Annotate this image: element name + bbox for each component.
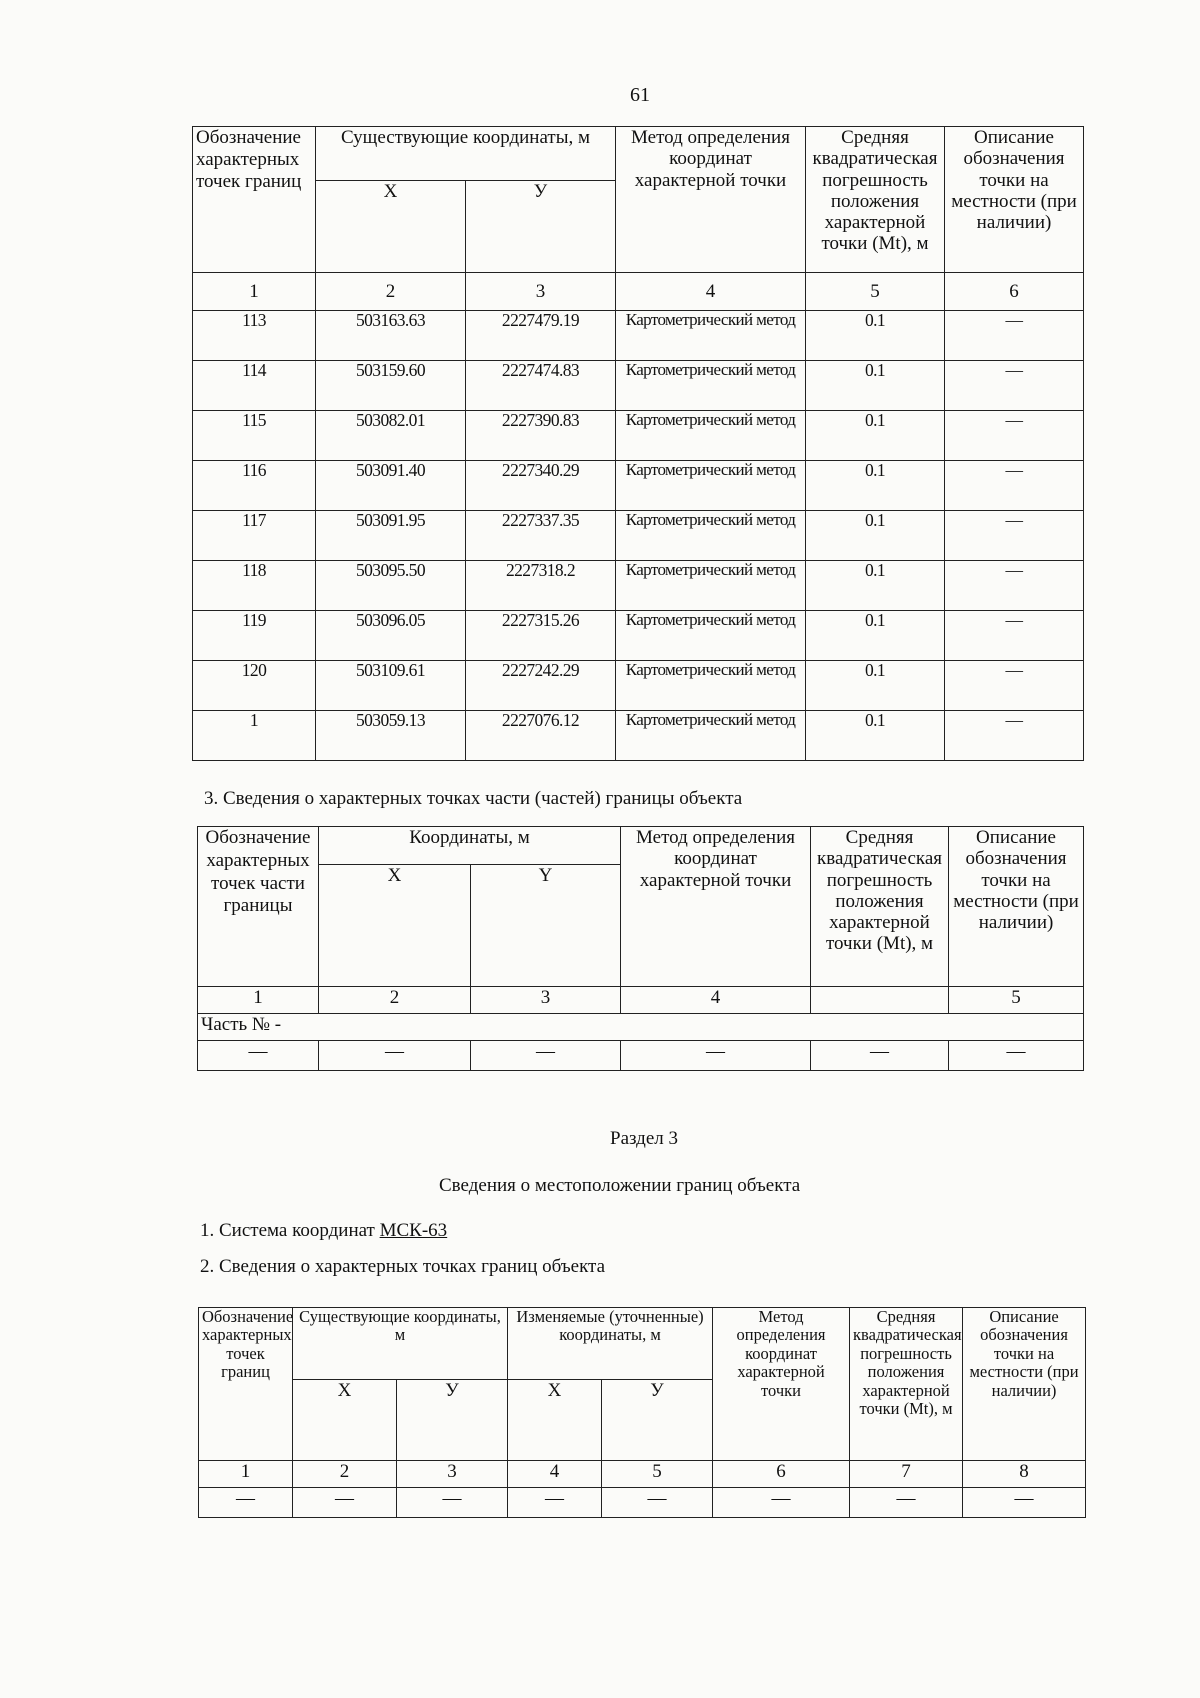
coord-system-label: 1. Система координат bbox=[200, 1220, 375, 1241]
point-id: 119 bbox=[193, 611, 316, 661]
description: — bbox=[945, 611, 1084, 661]
coord-y: 2227337.35 bbox=[466, 511, 616, 561]
col-number: 6 bbox=[713, 1461, 850, 1488]
header-changed: Изменяемые (уточненные) координаты, м bbox=[508, 1308, 713, 1380]
col-number: 3 bbox=[466, 273, 616, 311]
col-number: 1 bbox=[198, 987, 319, 1014]
mt: 0.1 bbox=[806, 461, 945, 511]
header-error: Средняя квадратическая погрешность положения характерной точки (Mt), м bbox=[806, 127, 945, 273]
method: Картометрический метод bbox=[616, 461, 806, 511]
point-id: 120 bbox=[193, 661, 316, 711]
coord-y: 2227479.19 bbox=[466, 311, 616, 361]
col-number: 3 bbox=[471, 987, 621, 1014]
header-coords: Координаты, м bbox=[319, 827, 621, 865]
mt: 0.1 bbox=[806, 411, 945, 461]
col-number: 6 bbox=[945, 273, 1084, 311]
col-number: 4 bbox=[616, 273, 806, 311]
table-row bbox=[193, 661, 1084, 711]
col-number: 5 bbox=[602, 1461, 713, 1488]
table-row bbox=[193, 511, 1084, 561]
section-heading: 2. Сведения о характерных точках границ объекта bbox=[200, 1256, 606, 1277]
method: Картометрический метод bbox=[616, 361, 806, 411]
page-number: 61 bbox=[630, 84, 650, 106]
coord-x: 503109.61 bbox=[316, 661, 466, 711]
header-error: Средняя квадратическая погрешность положения характерной точки (Mt), м bbox=[811, 827, 949, 987]
mt: 0.1 bbox=[806, 661, 945, 711]
coord-x: 503096.05 bbox=[316, 611, 466, 661]
point-id: 118 bbox=[193, 561, 316, 611]
col-number: 7 bbox=[850, 1461, 963, 1488]
col-number: 2 bbox=[293, 1461, 397, 1488]
dash-cell: — bbox=[602, 1488, 713, 1518]
point-id: 115 bbox=[193, 411, 316, 461]
col-number bbox=[811, 987, 949, 1014]
method: Картометрический метод bbox=[616, 561, 806, 611]
col-number: 8 bbox=[963, 1461, 1086, 1488]
header-y: У bbox=[397, 1380, 508, 1461]
dash-cell: — bbox=[471, 1041, 621, 1071]
description: — bbox=[945, 411, 1084, 461]
description: — bbox=[945, 711, 1084, 761]
coord-x: 503091.95 bbox=[316, 511, 466, 561]
method: Картометрический метод bbox=[616, 311, 806, 361]
header-description: Описание обозначения точки на местности (при наличии) bbox=[949, 827, 1084, 987]
description: — bbox=[945, 511, 1084, 561]
col-number: 3 bbox=[397, 1461, 508, 1488]
point-id: 114 bbox=[193, 361, 316, 411]
col-number: 1 bbox=[199, 1461, 293, 1488]
header-method: Метод определения координат характерной точки bbox=[621, 827, 811, 987]
header-point: Обозначение характерных точек границ bbox=[193, 127, 316, 273]
col-number: 1 bbox=[193, 273, 316, 311]
col-number: 2 bbox=[319, 987, 471, 1014]
point-id: 117 bbox=[193, 511, 316, 561]
description: — bbox=[945, 561, 1084, 611]
header-y: У bbox=[466, 181, 616, 273]
col-number: 2 bbox=[316, 273, 466, 311]
coord-x: 503091.40 bbox=[316, 461, 466, 511]
mt: 0.1 bbox=[806, 361, 945, 411]
header-x: Х bbox=[316, 181, 466, 273]
header-y: У bbox=[602, 1380, 713, 1461]
coord-system bbox=[200, 1220, 447, 1242]
dash-cell: — bbox=[713, 1488, 850, 1518]
part-points-table bbox=[197, 826, 1084, 1071]
table-row bbox=[193, 311, 1084, 361]
coord-x: 503163.63 bbox=[316, 311, 466, 361]
coord-x: 503082.01 bbox=[316, 411, 466, 461]
section-heading: 3. Сведения о характерных точках части (частей) границы объекта bbox=[204, 788, 743, 809]
header-method: Метод определения координат характерной точки bbox=[713, 1308, 850, 1461]
header-existing: Существующие координаты, м bbox=[316, 127, 616, 181]
header-x: X bbox=[319, 865, 471, 987]
header-point: Обозначение характерных точек части границы bbox=[198, 827, 319, 987]
coord-y: 2227315.26 bbox=[466, 611, 616, 661]
header-x: Х bbox=[293, 1380, 397, 1461]
header-y: Y bbox=[471, 865, 621, 987]
header-method: Метод определения координат характерной точки bbox=[616, 127, 806, 273]
description: — bbox=[945, 461, 1084, 511]
mt: 0.1 bbox=[806, 311, 945, 361]
dash-cell: — bbox=[811, 1041, 949, 1071]
table-row bbox=[198, 1041, 1084, 1071]
table-row bbox=[193, 611, 1084, 661]
method: Картометрический метод bbox=[616, 511, 806, 561]
dash-cell: — bbox=[963, 1488, 1086, 1518]
table-row bbox=[199, 1488, 1086, 1518]
dash-cell: — bbox=[850, 1488, 963, 1518]
coord-x: 503095.50 bbox=[316, 561, 466, 611]
razdel-subtitle: Сведения о местоположении границ объекта bbox=[439, 1175, 801, 1196]
method: Картометрический метод bbox=[616, 711, 806, 761]
point-id: 113 bbox=[193, 311, 316, 361]
header-existing: Существующие координаты, м bbox=[293, 1308, 508, 1380]
table-row bbox=[193, 711, 1084, 761]
boundary-points-table bbox=[192, 126, 1084, 761]
dash-cell: — bbox=[198, 1041, 319, 1071]
coord-y: 2227318.2 bbox=[466, 561, 616, 611]
mt: 0.1 bbox=[806, 611, 945, 661]
table-row bbox=[193, 461, 1084, 511]
coord-y: 2227474.83 bbox=[466, 361, 616, 411]
dash-cell: — bbox=[949, 1041, 1084, 1071]
col-number: 4 bbox=[508, 1461, 602, 1488]
coord-y: 2227242.29 bbox=[466, 661, 616, 711]
dash-cell: — bbox=[199, 1488, 293, 1518]
method: Картометрический метод bbox=[616, 411, 806, 461]
header-description: Описание обозначения точки на местности (при наличии) bbox=[963, 1308, 1086, 1461]
col-number: 4 bbox=[621, 987, 811, 1014]
description: — bbox=[945, 661, 1084, 711]
dash-cell: — bbox=[319, 1041, 471, 1071]
description: — bbox=[945, 311, 1084, 361]
mt: 0.1 bbox=[806, 711, 945, 761]
point-id: 116 bbox=[193, 461, 316, 511]
dash-cell: — bbox=[293, 1488, 397, 1518]
header-error: Средняя квадратическая погрешность положения характерной точки (Mt), м bbox=[850, 1308, 963, 1461]
dash-cell: — bbox=[397, 1488, 508, 1518]
coord-y: 2227340.29 bbox=[466, 461, 616, 511]
header-point: Обозначение характерных точек границ bbox=[199, 1308, 293, 1461]
coord-y: 2227390.83 bbox=[466, 411, 616, 461]
coord-x: 503159.60 bbox=[316, 361, 466, 411]
dash-cell: — bbox=[508, 1488, 602, 1518]
header-description: Описание обозначения точки на местности (при наличии) bbox=[945, 127, 1084, 273]
point-id: 1 bbox=[193, 711, 316, 761]
table-row bbox=[193, 361, 1084, 411]
part-label: Часть № - bbox=[198, 1014, 1084, 1041]
boundary-points-table-2 bbox=[198, 1307, 1086, 1518]
table-row bbox=[193, 561, 1084, 611]
col-number: 5 bbox=[949, 987, 1084, 1014]
header-x: Х bbox=[508, 1380, 602, 1461]
coord-x: 503059.13 bbox=[316, 711, 466, 761]
mt: 0.1 bbox=[806, 561, 945, 611]
method: Картометрический метод bbox=[616, 611, 806, 661]
coord-y: 2227076.12 bbox=[466, 711, 616, 761]
mt: 0.1 bbox=[806, 511, 945, 561]
coord-system-value: МСК-63 bbox=[379, 1220, 448, 1241]
method: Картометрический метод bbox=[616, 661, 806, 711]
description: — bbox=[945, 361, 1084, 411]
table-row bbox=[193, 411, 1084, 461]
col-number: 5 bbox=[806, 273, 945, 311]
razdel-title: Раздел 3 bbox=[610, 1128, 678, 1149]
dash-cell: — bbox=[621, 1041, 811, 1071]
